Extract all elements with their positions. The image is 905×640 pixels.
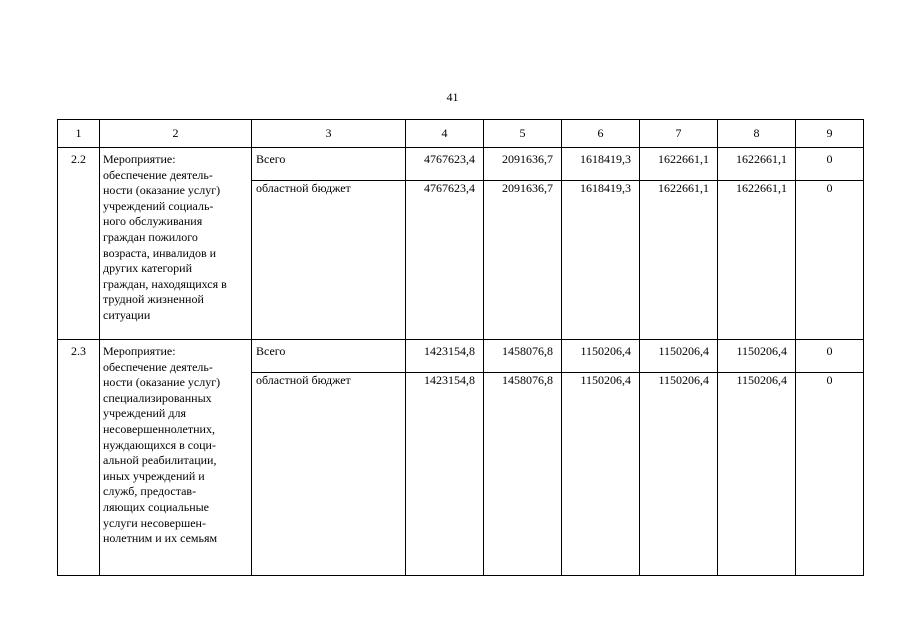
value-cell: 1150206,4 [640,373,718,576]
value-cell: 1622661,1 [718,148,796,181]
value-cell: 1622661,1 [718,181,796,340]
description-line: ного обслуживания [103,214,203,229]
value-cell: 1618419,3 [562,148,640,181]
description-line: учреждений социаль- [103,198,214,213]
description-line: ситуации [103,307,151,322]
description-line: граждан, находящихся в [103,276,227,291]
budget-table [57,119,864,576]
description-line: ности (оказание услуг) [103,375,221,390]
value-cell: 1150206,4 [718,340,796,373]
value-cell: 1150206,4 [718,373,796,576]
value-cell: 1423154,8 [406,373,484,576]
row-description [100,148,252,340]
description-line: трудной жизненной [103,292,204,307]
row-index: 2.2 [58,148,100,340]
page-number: 41 [446,90,459,104]
description-line: нолетним и их семьям [103,531,218,546]
value-cell: 1622661,1 [640,148,718,181]
value-cell: 1150206,4 [562,340,640,373]
description-line: возраста, инвалидов и [103,245,217,260]
value-cell: 1618419,3 [562,181,640,340]
table-row [58,340,864,373]
value-cell: 1622661,1 [640,181,718,340]
header-cell-3: 3 [252,120,406,148]
table-header-row [58,120,864,148]
table-row [58,148,864,181]
description-line: граждан пожилого [103,229,198,244]
header-cell-9: 9 [796,120,864,148]
funding-source: областной бюджет [252,373,406,576]
header-cell-7: 7 [640,120,718,148]
description-line: обеспечение деятель- [103,167,213,182]
value-cell: 1150206,4 [640,340,718,373]
value-cell: 2091636,7 [484,148,562,181]
description-line: служб, предостав- [103,484,197,499]
description-line: ности (оказание услуг) [103,183,221,198]
description-line: других категорий [103,261,192,276]
description-line: несовершеннолетних, [103,421,215,436]
value-cell: 2091636,7 [484,181,562,340]
header-cell-4: 4 [406,120,484,148]
value-cell: 1150206,4 [562,373,640,576]
description-line: услуги несовершен- [103,515,206,530]
value-cell: 1423154,8 [406,340,484,373]
header-cell-5: 5 [484,120,562,148]
description-line: специализированных [103,390,212,405]
row-description [100,340,252,576]
description-line: нуждающихся в соци- [103,437,216,452]
value-cell: 1458076,8 [484,373,562,576]
funding-source: Всего [252,340,406,373]
description-line: Мероприятие: [103,152,176,166]
header-cell-1: 1 [58,120,100,148]
description-line: обеспечение деятель- [103,359,213,374]
value-cell: 0 [796,340,864,373]
value-cell: 0 [796,373,864,576]
value-cell: 0 [796,148,864,181]
value-cell: 0 [796,181,864,340]
funding-source: областной бюджет [252,181,406,340]
description-line: учреждений для [103,406,186,421]
header-cell-8: 8 [718,120,796,148]
description-line: иных учреждений и [103,468,205,483]
description-line: альной реабилитации, [103,453,217,468]
description-line: ляющих социальные [103,499,210,514]
value-cell: 1458076,8 [484,340,562,373]
row-index: 2.3 [58,340,100,576]
header-cell-2: 2 [100,120,252,148]
value-cell: 4767623,4 [406,148,484,181]
description-line: Мероприятие: [103,344,176,358]
value-cell: 4767623,4 [406,181,484,340]
funding-source: Всего [252,148,406,181]
header-cell-6: 6 [562,120,640,148]
